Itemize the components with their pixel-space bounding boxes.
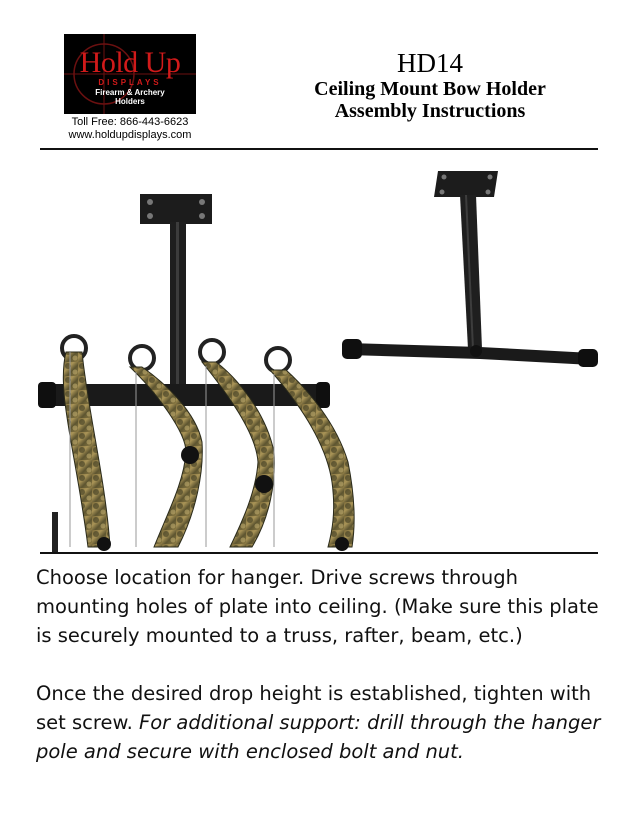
section-divider <box>40 552 598 554</box>
bow-4 <box>266 348 354 551</box>
logo-wordmark: DISPLAYS <box>98 78 162 87</box>
bows-on-holder-photo <box>36 152 376 552</box>
brand-logo <box>64 34 196 114</box>
toll-free-phone: Toll Free: 866-443-6623 <box>71 116 189 128</box>
bow-holder-product-image <box>330 165 610 375</box>
product-name: Ceiling Mount Bow Holder <box>314 78 546 100</box>
logo-tagline-2: Holders <box>115 97 145 106</box>
logo-brand-text: Hold Up <box>79 46 181 79</box>
bow-1 <box>62 336 111 551</box>
instruction-step-2-text: Once the desired drop height is established, tighten with set screw. <box>36 682 592 734</box>
instruction-step-2-note: For additional support: drill through the hanger pole and secure with enclosed bolt and nut. <box>36 711 601 763</box>
bow-3 <box>200 340 274 547</box>
instruction-step-1: Choose location for hanger. Drive screws through mounting holes of plate into ceiling. (Make sure this plate is securely mounted to a truss, rafter, beam, etc.) <box>36 566 599 647</box>
model-number: HD14 <box>397 48 463 78</box>
ceiling-plate <box>140 194 212 224</box>
title-block <box>260 48 600 122</box>
bow-2 <box>130 346 202 547</box>
logo-tagline: Firearm & Archery <box>95 88 165 97</box>
website-url: www.holdupdisplays.com <box>68 129 192 141</box>
header-divider <box>40 148 598 150</box>
document-type: Assembly Instructions <box>334 100 526 122</box>
instruction-step-2 <box>36 679 616 766</box>
instructions <box>36 563 616 766</box>
